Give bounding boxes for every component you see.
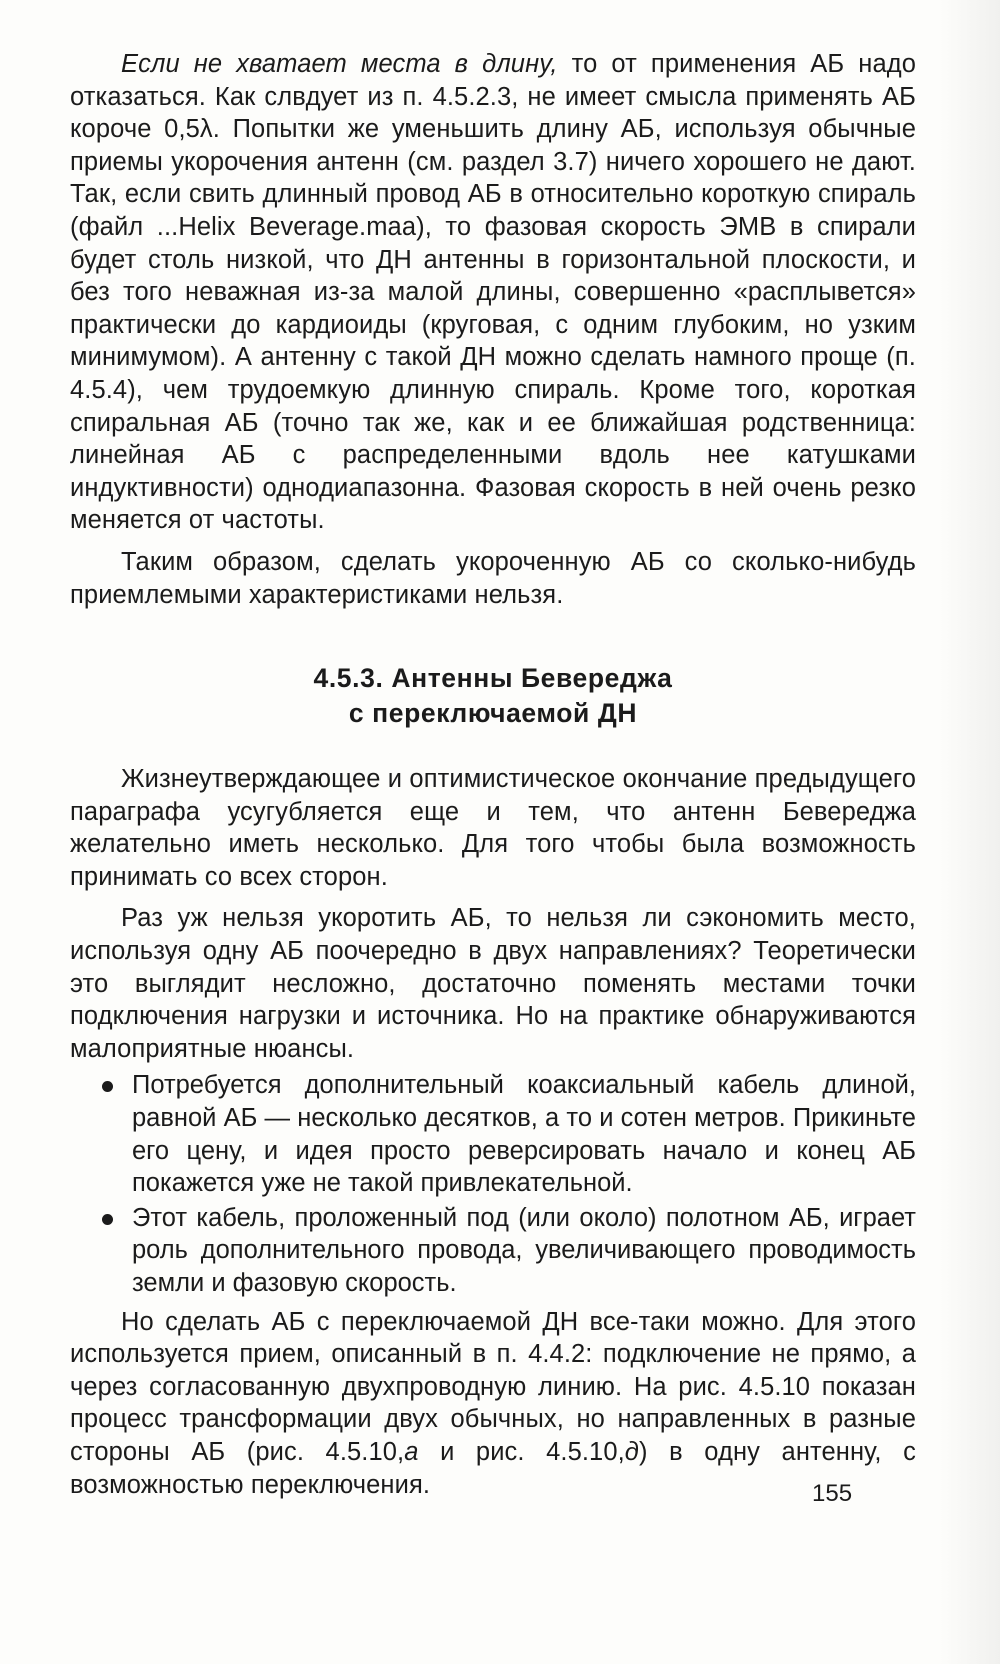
figure-ref-d: д [624, 1437, 639, 1466]
paragraph-switchable-mid: и рис. 4.5.10, [418, 1437, 625, 1466]
section-heading-line2: с переключаемой ДН [348, 698, 638, 729]
page-number: 155 [812, 1480, 853, 1507]
page-body [70, 48, 916, 1501]
paragraph-conclusion: Таким образом, сделать укороченную АБ со сколько-нибудь приемлемыми характеристиками нельзя. [70, 547, 916, 609]
page-edge-shadow [940, 0, 1000, 1664]
nuances-list [70, 1069, 916, 1299]
paragraph-shortening-text: то от применения АБ надо отказаться. Как слвдует из п. 4.5.2.3, не имеет смысла применять АБ короче 0,5λ. Попытки же уменьшить длину АБ, используя обычные приемы укорочения антенн (см. раздел 3.7) ничего хорошего не дают. Так, если свить длинный провод АБ в относительно короткую спираль (файл ...Helix Beverage.maa), то фазовая скорость ЭМВ в спирали будет столь низкой, что ДН антенны в горизонтальной плоскости, и без того неважная из-за малой длины, совершенно «расплывется» практически до кардиоиды (круговая, с одним глубоким, но узким минимумом). А антенну с такой ДН можно сделать намного проще (п. 4.5.4), чем трудоемкую длинную спираль. Кроме того, короткая спиральная АБ (точно так же, как и ее ближайшая родственница: линейная АБ с распределенными вдоль нее катушками индуктивности) однодиапазонна. Фазовая скорость в ней очень резко меняется от частоты. [70, 50, 916, 535]
list-item [70, 1202, 916, 1300]
paragraph-reverse: Раз уж нельзя укоротить АБ, то нельзя ли сэкономить место, используя одну АБ поочередно в двух направлениях? Теоретически это выглядит несложно, достаточно поменять местами точки подключения нагрузки и источника. Но на практике обнаруживаются малоприятные нюансы. [70, 904, 916, 1063]
bullet-icon [102, 1081, 113, 1092]
section-heading [70, 661, 916, 731]
paragraph-switchable [70, 1306, 916, 1502]
figure-ref-a: а [404, 1437, 419, 1466]
paragraph-shortening [70, 48, 916, 537]
paragraph-switchable-end: ) в одну антенну, с возможностью переключения. [70, 1437, 916, 1499]
paragraph-switchable-text: Но сделать АБ с переключаемой ДН все-таки можно. Для этого используется прием, описанный в п. 4.4.2: подключение не прямо, а через согласованную двухпроводную линию. На рис. 4.5.10 показан процесс трансформации двух обычных, но направленных в разные стороны АБ (рис. 4.5.10, [70, 1307, 916, 1466]
list-item [70, 1069, 916, 1199]
section-heading-line1: 4.5.3. Антенны Бевереджа [313, 663, 673, 694]
list-item-text: Потребуется дополнительный коаксиальный кабель длиной, равной АБ — несколько десятков, а то и сотен метров. Прикиньте его цену, и идея просто реверсировать начало и конец АБ покажется уже не такой привлекательной. [132, 1071, 916, 1198]
bullet-icon [102, 1214, 113, 1225]
list-item-text: Этот кабель, проложенный под (или около) полотном АБ, играет роль дополнительного провода, увеличивающего проводимость земли и фазовую скорость. [132, 1203, 916, 1297]
paragraph-intro: Жизнеутверждающее и оптимистическое окончание предыдущего параграфа усугубляется еще и тем, что антенн Бевереджа желательно иметь несколько. Для того чтобы была возможность принимать со всех сторон. [70, 765, 916, 891]
paragraph-lead-italic: Если не хватает места в длину, [121, 50, 558, 78]
